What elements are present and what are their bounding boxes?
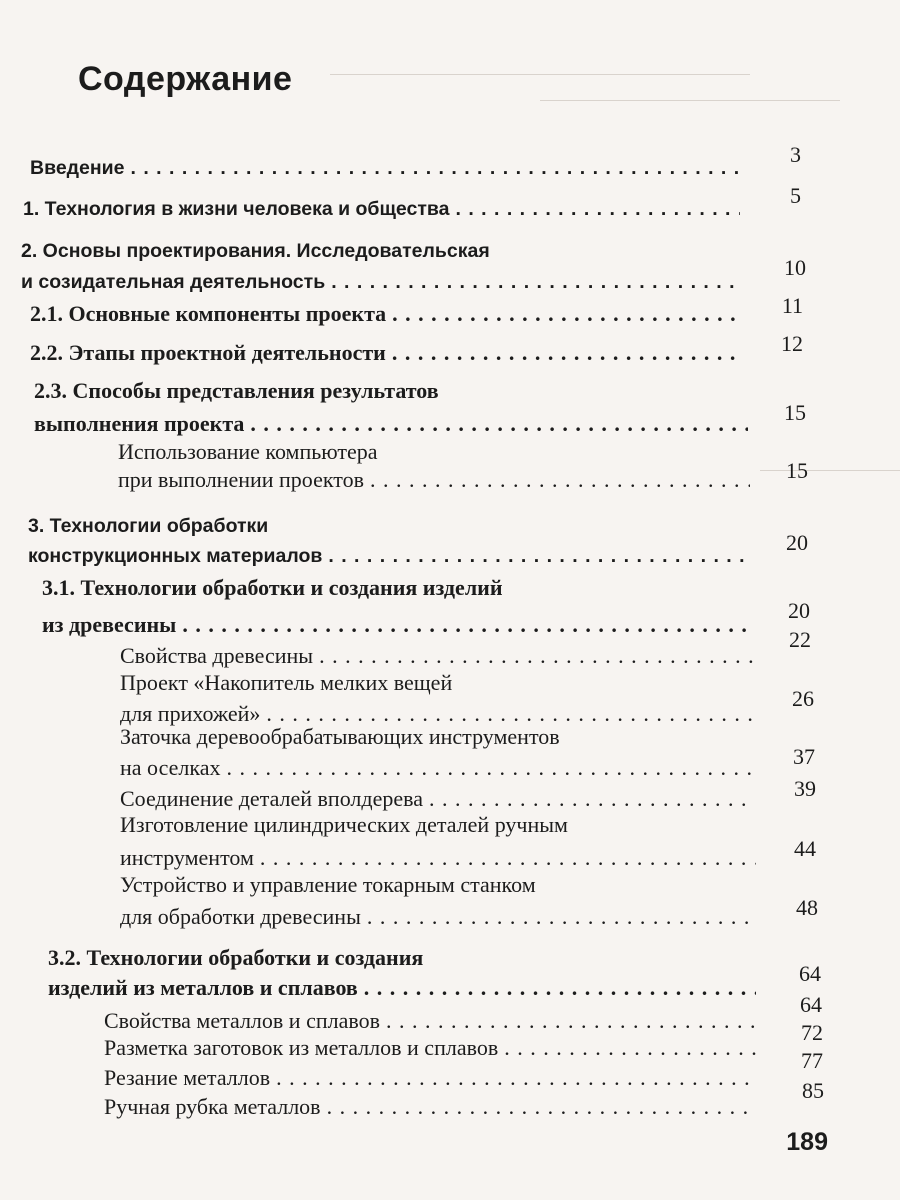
toc-entry-title: инструментом [120,845,254,870]
toc-entry-title-line: 3. Технологии обработки [28,515,269,537]
leader-dots [392,301,743,327]
toc-entry-title: 1. Технология в жизни человека и общества [23,198,450,220]
toc-entry-title: 2.2. Этапы проектной деятельности [30,340,386,365]
leader-dots [319,643,754,669]
toc-entry-title: и созидательная деятельность [21,271,326,293]
toc-entry-title: из древесины [42,612,177,637]
leader-dots [250,411,748,437]
page-number: 189 [786,1128,828,1156]
leader-dots [331,271,743,294]
toc-entry-title: изделий из металлов и сплавов [48,975,358,1000]
toc-page-number: 64 [800,992,822,1017]
toc-page-number: 11 [781,293,803,318]
toc-page-number: 44 [794,836,816,861]
toc-page-number: 20 [786,530,808,555]
toc-page-number: 10 [784,255,806,280]
toc-entry-title: Ручная рубка металлов [104,1094,321,1119]
toc-page-number: 37 [793,744,815,769]
leader-dots [364,975,756,1001]
toc-page-number: 15 [784,400,806,425]
toc-entry-title-line: Заточка деревообрабатывающих инструментов [120,724,560,749]
toc-entry-title: Введение [30,157,125,179]
toc-entry-title: Свойства металлов и сплавов [104,1008,380,1033]
toc-page-number: 85 [802,1078,824,1103]
toc-page-number: 22 [789,627,811,652]
toc-page-number: 26 [792,686,814,711]
toc-entry-title: конструкционных материалов [28,545,323,567]
toc-entry-title: для прихожей» [120,701,261,726]
toc-page-number: 12 [781,331,803,356]
leader-dots [386,1008,756,1034]
toc-page-number: 39 [794,776,816,801]
toc-entry-title-line: 2. Основы проектирования. Исследовательская [21,240,490,262]
leader-dots [367,904,756,930]
toc-entry-title: Свойства древесины [120,643,314,668]
toc-entry-title: Соединение деталей вполдерева [120,786,423,811]
leader-dots [260,845,756,871]
leader-dots [276,1065,756,1091]
leader-dots [429,786,755,812]
toc-entry-title-line: Проект «Накопитель мелких вещей [120,670,453,695]
toc-entry-title: при выполнении проектов [118,467,364,492]
contents-heading: Содержание [78,60,293,98]
toc-entry-title: 2.1. Основные компоненты проекта [30,301,387,326]
leader-dots [131,157,743,180]
leader-dots [392,340,743,366]
toc-entry-title: Разметка заготовок из металлов и сплавов [104,1035,499,1060]
toc-entry-title-line: 3.2. Технологии обработки и создания [48,945,424,970]
toc-page-number: 64 [799,961,821,986]
toc-page-number: 3 [790,142,801,167]
leader-dots [370,467,750,493]
toc-page-number: 77 [801,1048,823,1073]
toc-page-number: 48 [796,895,818,920]
leader-dots [182,612,755,638]
toc-page-number: 15 [786,458,808,483]
toc-page-number: 20 [788,598,810,623]
leader-dots [327,1094,756,1120]
toc-page-number: 5 [790,183,801,208]
toc-entry-title-line: 2.3. Способы представления результатов [34,378,439,403]
toc-entry-title-line: Изготовление цилиндрических деталей ручным [120,812,568,837]
toc-entry-title: для обработки древесины [120,904,361,929]
leader-dots [328,545,750,568]
leader-dots [504,1035,756,1061]
leader-dots [455,198,740,221]
toc-entry-title-line: Устройство и управление токарным станком [120,872,536,897]
toc-page-number: 72 [801,1020,823,1045]
toc-entry-title-line: 3.1. Технологии обработки и создания изделий [42,575,503,600]
toc-entry-title-line: Использование компьютера [118,439,378,464]
toc-entry-title: на оселках [120,755,221,780]
toc-entry-title: выполнения проекта [34,411,245,436]
toc-entry-title: Резание металлов [104,1065,271,1090]
leader-dots [226,755,755,781]
